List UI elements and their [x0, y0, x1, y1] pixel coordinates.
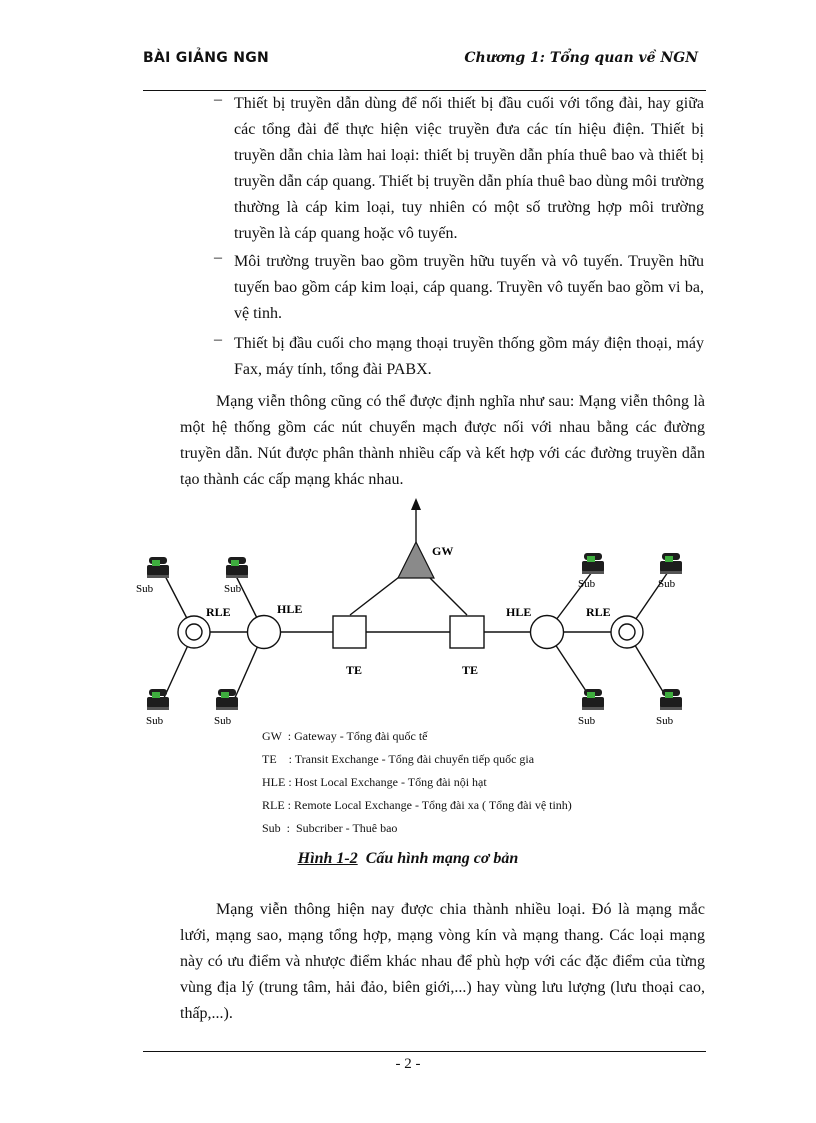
- sub-label: Sub: [224, 583, 242, 595]
- legend-item: GW : Gateway - Tổng đài quốc tế: [262, 729, 428, 743]
- footer-rule: [143, 1051, 706, 1052]
- te-label-left: TE: [346, 663, 363, 677]
- sub-label: Sub: [658, 578, 676, 590]
- bullet-text: Môi trường truyền bao gồm truyền hữu tuyến và vô tuyến. Truyền hữu tuyến bao gồm cáp kim loại, cáp quang. Truyền vô tuyến bao gồm vi ba, vệ tinh.: [234, 253, 704, 322]
- telephone-icon: [582, 553, 604, 574]
- legend-item: Sub : Subcriber - Thuê bao: [262, 821, 398, 835]
- network-diagram: [0, 490, 816, 730]
- figure-title: Cấu hình mạng cơ bản: [365, 850, 519, 867]
- gw-node: [398, 542, 434, 578]
- telephone-icon: [582, 689, 604, 710]
- telephone-icon: [216, 689, 238, 710]
- paragraph: Mạng viễn thông cũng có thể được định nghĩa như sau: Mạng viễn thông là một hệ thống gồm các nút chuyển mạch được nối với nhau bằng các đường truyền dẫn. Nút được phân thành nhiều cấp và kết hợp với các đường truyền dẫn tạo thành các cấp mạng khác nhau.: [180, 393, 705, 488]
- telephone-icon: [660, 689, 682, 710]
- sub-label: Sub: [578, 715, 596, 727]
- hle-node-right: [531, 616, 564, 649]
- header-title: BÀI GIẢNG NGN: [143, 50, 270, 66]
- telephone-icon: [147, 557, 169, 578]
- header-chapter: Chương 1: Tổng quan về NGN: [464, 50, 698, 66]
- bullet-marker: –: [214, 331, 222, 348]
- te-node-left: [333, 616, 366, 648]
- sub-label: Sub: [214, 715, 232, 727]
- hle-node-left: [248, 616, 281, 649]
- bullet-marker: –: [214, 91, 222, 108]
- sub-label: Sub: [578, 578, 596, 590]
- telephone-icon: [660, 553, 682, 574]
- paragraph: Mạng viễn thông hiện nay được chia thành nhiều loại. Đó là mạng mắc lưới, mạng sao, mạng tổng hợp, mạng vòng kín và mạng thang. Các loại mạng này có ưu điểm và nhược điểm khác nhau để phù hợp với các đặc điểm của từng vùng địa lý (trung tâm, hải đảo, biên giới,...) hay vùng lưu lượng (lưu thoại cao, thấp,...).: [180, 901, 705, 1022]
- hle-label-left: HLE: [277, 602, 303, 616]
- bullet-text: Thiết bị đầu cuối cho mạng thoại truyền thống gồm máy điện thoại, máy Fax, máy tính, tổng đài PABX.: [234, 335, 704, 378]
- legend-item: HLE : Host Local Exchange - Tổng đài nội hạt: [262, 775, 487, 789]
- legend-item: TE : Transit Exchange - Tổng đài chuyển tiếp quốc gia: [262, 752, 535, 766]
- page-number: - 2 -: [395, 1056, 421, 1072]
- telephone-icon: [147, 689, 169, 710]
- rle-label-right: RLE: [586, 605, 611, 619]
- te-label-right: TE: [462, 663, 479, 677]
- gw-label: GW: [432, 544, 454, 558]
- legend-item: RLE : Remote Local Exchange - Tổng đài xa ( Tổng đài vệ tinh): [262, 798, 572, 812]
- bullet-marker: –: [214, 249, 222, 266]
- sub-label: Sub: [136, 583, 154, 595]
- sub-label: Sub: [656, 715, 674, 727]
- rle-label-left: RLE: [206, 605, 231, 619]
- hle-label-right: HLE: [506, 605, 532, 619]
- bullet-text: Thiết bị truyền dẫn dùng để nối thiết bị đầu cuối với tổng đài, hay giữa các tổng đài để thực hiện việc truyền đưa các tín hiệu điện. Thiết bị truyền dẫn chia làm hai loại: thiết bị truyền dẫn phía thuê bao và thiết bị truyền dẫn cáp quang. Thiết bị truyền dẫn phía thuê bao dùng môi trường thường là cáp kim loại, tuy nhiên có một số trường hợp môi trường truyền là cáp quang hoặc vô tuyến.: [234, 95, 704, 242]
- figure-number: Hình 1-2: [297, 850, 358, 867]
- figure-caption: [0, 850, 816, 868]
- arrow-up-icon: [411, 498, 421, 510]
- sub-label: Sub: [146, 715, 164, 727]
- telephone-icon: [226, 557, 248, 578]
- te-node-right: [450, 616, 484, 648]
